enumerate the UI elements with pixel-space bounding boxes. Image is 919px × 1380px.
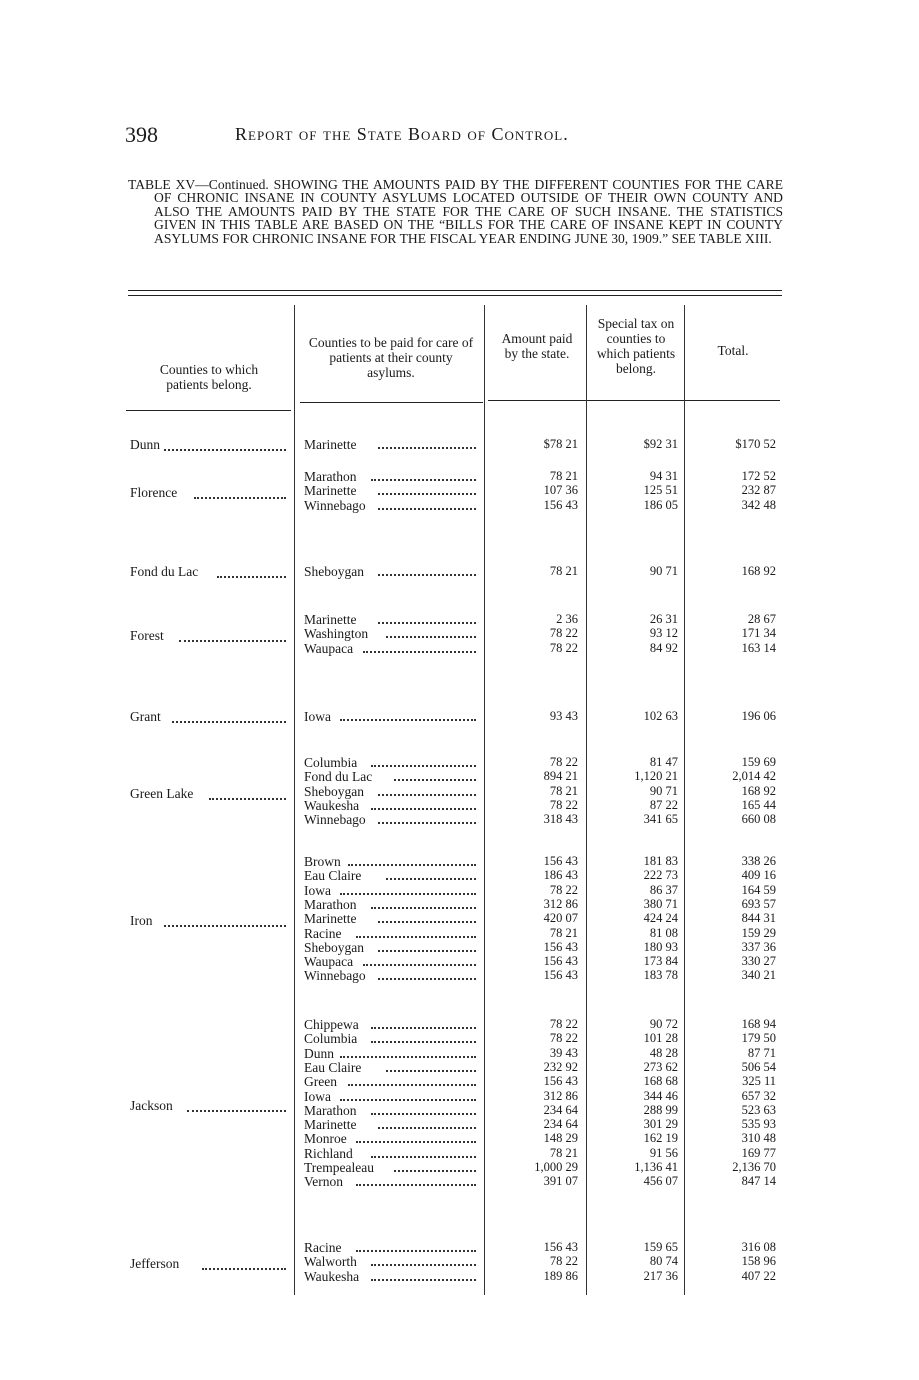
- table-row: [0, 1174, 919, 1188]
- row-total: 844 31: [741, 911, 776, 926]
- asylum-county: Eau Claire: [304, 1059, 362, 1075]
- asylum-leader-dots: [363, 651, 476, 653]
- asylum-leader-dots: [371, 1156, 476, 1158]
- asylum-county: Green: [304, 1074, 337, 1090]
- row-total: 169 77: [741, 1145, 776, 1160]
- row-total: 159 69: [741, 755, 776, 769]
- asylum-county: Chippewa: [304, 1017, 359, 1032]
- state-amount: 1,000 29: [534, 1160, 578, 1174]
- asylum-leader-dots: [371, 1027, 476, 1029]
- state-amount: 312 86: [543, 896, 578, 911]
- county-tax: 81 47: [649, 755, 678, 769]
- county-name: Dunn: [130, 437, 160, 452]
- row-total: 28 67: [747, 612, 776, 626]
- asylum-county: Eau Claire: [304, 868, 362, 884]
- asylum-leader-dots: [386, 636, 476, 638]
- state-amount: 148 29: [543, 1131, 578, 1146]
- table-row: [0, 940, 919, 954]
- county-tax: 301 29: [643, 1117, 678, 1132]
- county-name: Forest: [130, 628, 164, 643]
- state-amount: 186 43: [543, 868, 578, 883]
- table-row: [0, 755, 919, 769]
- asylum-leader-dots: [340, 719, 476, 721]
- table-row: [0, 812, 919, 826]
- row-total: 506 54: [741, 1059, 776, 1074]
- asylum-leader-dots: [340, 1056, 476, 1058]
- county-tax: 159 65: [643, 1240, 678, 1254]
- asylum-leader-dots: [394, 779, 476, 781]
- row-total: 338 26: [741, 854, 776, 868]
- county-tax: 90 72: [649, 1017, 678, 1031]
- table-row: [0, 709, 919, 723]
- county-tax: 1,120 21: [634, 769, 678, 784]
- table-row: [0, 1146, 919, 1160]
- asylum-county: Monroe: [304, 1131, 347, 1147]
- county-tax: 173 84: [643, 954, 678, 969]
- table-row: [0, 1240, 919, 1254]
- state-amount: 232 92: [543, 1059, 578, 1074]
- table-row: [0, 483, 919, 497]
- state-amount: 156 43: [543, 1074, 578, 1089]
- table-row: [0, 1046, 919, 1060]
- row-total: 340 21: [741, 968, 776, 983]
- state-amount: 156 43: [543, 968, 578, 983]
- asylum-leader-dots: [378, 794, 476, 796]
- top-rule-inner: [128, 295, 782, 296]
- county-tax: 183 78: [643, 968, 678, 983]
- asylum-county: Marinette: [304, 612, 357, 627]
- state-amount: 78 22: [549, 1017, 578, 1031]
- county-tax: 288 99: [643, 1102, 678, 1117]
- asylum-county: Vernon: [304, 1174, 343, 1190]
- asylum-county: Richland: [304, 1145, 353, 1161]
- asylum-county: Sheboygan: [304, 564, 364, 579]
- state-amount: 78 21: [549, 469, 578, 483]
- state-amount: 2 36: [556, 612, 578, 626]
- table-row: [0, 868, 919, 882]
- asylum-leader-dots: [378, 508, 476, 510]
- table-row: [0, 1160, 919, 1174]
- asylum-county: Winnebago: [304, 497, 366, 513]
- asylum-leader-dots: [371, 765, 476, 767]
- state-amount: $78 21: [543, 437, 578, 451]
- header-underline-2: [300, 402, 483, 403]
- asylum-leader-dots: [378, 493, 476, 495]
- column-header-county: Counties to which patients belong.: [159, 362, 259, 392]
- county-name: Fond du Lac: [130, 564, 199, 579]
- state-amount: 189 86: [543, 1268, 578, 1283]
- county-tax: 273 62: [643, 1059, 678, 1074]
- caption-text: TABLE XV—Continued. SHOWING THE AMOUNTS PAID BY THE DIFFERENT COUNTIES FOR THE CARE OF CHRONIC INSANE IN COUNTY ASYLUMS LOCATED OUTSIDE OF THEIR OWN COUNTY AND ALSO THE AMOUNTS PAID BY THE STATE FOR THE CARE OF SUCH INSANE. THE STATISTICS GIVEN IN THIS TABLE ARE BASED ON THE “BILLS FOR THE CARE OF INSANE KEPT IN COUNTY ASYLUMS FOR CHRONIC INSANE FOR THE FISCAL YEAR ENDING JUNE 30, 1909.” SEE TABLE XIII.: [128, 177, 783, 246]
- county-tax: 162 19: [643, 1131, 678, 1146]
- state-amount: 156 43: [543, 1240, 578, 1254]
- asylum-county: Waukesha: [304, 1268, 360, 1284]
- county-tax: 86 37: [649, 882, 678, 897]
- asylum-leader-dots: [356, 936, 476, 938]
- asylum-county: Dunn: [304, 1045, 334, 1061]
- column-header-state: Amount paid by the state.: [501, 331, 573, 361]
- asylum-leader-dots: [371, 1113, 476, 1115]
- state-amount: 93 43: [549, 709, 578, 723]
- county-tax: 222 73: [643, 868, 678, 883]
- county-tax: 341 65: [643, 812, 678, 827]
- county-tax: 101 28: [643, 1031, 678, 1046]
- table-row: [0, 1269, 919, 1283]
- county-tax: 344 46: [643, 1088, 678, 1103]
- state-amount: 78 21: [549, 925, 578, 940]
- asylum-county: Trempealeau: [304, 1160, 374, 1175]
- table-row: [0, 911, 919, 925]
- row-total: 163 14: [741, 640, 776, 655]
- county-tax: 380 71: [643, 896, 678, 911]
- county-tax: 217 36: [643, 1268, 678, 1283]
- state-amount: 78 21: [549, 564, 578, 578]
- asylum-leader-dots: [371, 1264, 476, 1266]
- asylum-leader-dots: [348, 864, 476, 866]
- table-row: [0, 1103, 919, 1117]
- state-amount: 318 43: [543, 812, 578, 827]
- row-total: 523 63: [741, 1102, 776, 1117]
- header-underline-3: [488, 400, 780, 401]
- county-tax: 186 05: [643, 497, 678, 512]
- county-tax: $92 31: [643, 437, 678, 451]
- state-amount: 312 86: [543, 1088, 578, 1103]
- table-row: [0, 1089, 919, 1103]
- table-row: [0, 1254, 919, 1268]
- page-number: 398: [125, 122, 158, 147]
- row-total: 657 32: [741, 1088, 776, 1103]
- state-amount: 78 22: [549, 797, 578, 812]
- asylum-county: Iowa: [304, 709, 331, 724]
- asylum-leader-dots: [378, 574, 476, 576]
- state-amount: 78 22: [549, 755, 578, 769]
- asylum-county: Marathon: [304, 896, 357, 912]
- header-underline-1: [126, 410, 291, 411]
- row-total: 2,136 70: [732, 1160, 776, 1174]
- asylum-leader-dots: [386, 1070, 476, 1072]
- asylum-leader-dots: [371, 907, 476, 909]
- asylum-county: Fond du Lac: [304, 769, 373, 785]
- state-amount: 156 43: [543, 954, 578, 969]
- row-total: 407 22: [741, 1268, 776, 1283]
- county-tax: 1,136 41: [634, 1160, 678, 1174]
- asylum-county: Iowa: [304, 882, 331, 898]
- county-tax: 168 68: [643, 1074, 678, 1089]
- table-row: [0, 798, 919, 812]
- row-total: 168 92: [741, 783, 776, 798]
- row-total: 325 11: [742, 1074, 776, 1089]
- county-tax: 26 31: [649, 612, 678, 626]
- row-total: 158 96: [741, 1254, 776, 1269]
- row-total: 159 29: [741, 925, 776, 940]
- row-total: 660 08: [741, 812, 776, 827]
- column-header-tax: Special tax on counties to which patients belong.: [596, 316, 676, 376]
- table-row: [0, 1060, 919, 1074]
- table-row: [0, 1131, 919, 1145]
- state-amount: 156 43: [543, 497, 578, 512]
- asylum-county: Marathon: [304, 469, 357, 484]
- asylum-leader-dots: [371, 479, 476, 481]
- asylum-county: Marinette: [304, 483, 357, 499]
- county-name: Jefferson: [130, 1256, 180, 1271]
- row-total: 535 93: [741, 1117, 776, 1132]
- table-row: [0, 897, 919, 911]
- table-row: [0, 1017, 919, 1031]
- state-amount: 894 21: [543, 769, 578, 784]
- asylum-leader-dots: [371, 808, 476, 810]
- asylum-county: Walworth: [304, 1254, 357, 1270]
- county-tax: 93 12: [649, 626, 678, 641]
- state-amount: 420 07: [543, 911, 578, 926]
- asylum-county: Marinette: [304, 911, 357, 927]
- asylum-leader-dots: [340, 893, 476, 895]
- page-header: [125, 122, 785, 152]
- table-row: [0, 854, 919, 868]
- row-total: 172 52: [741, 469, 776, 483]
- table-caption: [128, 178, 783, 245]
- asylum-leader-dots: [378, 921, 476, 923]
- county-name: Grant: [130, 709, 161, 724]
- asylum-county: Sheboygan: [304, 783, 364, 799]
- table-row: [0, 1074, 919, 1088]
- county-tax: 180 93: [643, 939, 678, 954]
- column-header-asylum: Counties to be paid for care of patients at their county asylums.: [308, 335, 474, 380]
- row-total: 316 08: [741, 1240, 776, 1254]
- asylum-leader-dots: [386, 878, 476, 880]
- row-total: 330 27: [741, 954, 776, 969]
- asylum-leader-dots: [340, 1099, 476, 1101]
- county-tax: 80 74: [649, 1254, 678, 1269]
- county-tax: 81 08: [649, 925, 678, 940]
- county-name: Jackson: [130, 1098, 173, 1113]
- county-tax: 90 71: [649, 783, 678, 798]
- table-row: [0, 769, 919, 783]
- row-total: 168 92: [741, 564, 776, 578]
- table-row: [0, 1117, 919, 1131]
- table-row: [0, 883, 919, 897]
- county-name: Florence: [130, 485, 178, 500]
- table-row: [0, 626, 919, 640]
- row-total: 342 48: [741, 497, 776, 512]
- row-total: 164 59: [741, 882, 776, 897]
- row-total: 232 87: [741, 483, 776, 498]
- row-total: 693 57: [741, 896, 776, 911]
- row-total: 847 14: [741, 1174, 776, 1189]
- asylum-county: Waukesha: [304, 797, 360, 813]
- asylum-county: Brown: [304, 854, 341, 869]
- asylum-county: Marinette: [304, 1117, 357, 1133]
- state-amount: 78 22: [549, 882, 578, 897]
- state-amount: 78 21: [549, 783, 578, 798]
- asylum-leader-dots: [394, 1170, 476, 1172]
- row-total: 196 06: [741, 709, 776, 723]
- asylum-leader-dots: [371, 1041, 476, 1043]
- table-row: [0, 926, 919, 940]
- asylum-county: Racine: [304, 1240, 342, 1255]
- column-header-total: Total.: [717, 343, 749, 358]
- asylum-leader-dots: [378, 950, 476, 952]
- table-row: [0, 564, 919, 578]
- top-rule: [128, 290, 782, 291]
- row-total: 310 48: [741, 1131, 776, 1146]
- row-total: 87 71: [747, 1045, 776, 1060]
- county-tax: 48 28: [649, 1045, 678, 1060]
- asylum-leader-dots: [378, 822, 476, 824]
- county-tax: 424 24: [643, 911, 678, 926]
- asylum-leader-dots: [363, 964, 476, 966]
- table-row: [0, 437, 919, 451]
- table-row: [0, 954, 919, 968]
- asylum-leader-dots: [356, 1184, 476, 1186]
- asylum-leader-dots: [356, 1141, 476, 1143]
- row-total: 409 16: [741, 868, 776, 883]
- asylum-leader-dots: [378, 1127, 476, 1129]
- asylum-county: Columbia: [304, 1031, 358, 1047]
- county-tax: 181 83: [643, 854, 678, 868]
- state-amount: 78 22: [549, 1031, 578, 1046]
- state-amount: 107 36: [543, 483, 578, 498]
- table-row: [0, 469, 919, 483]
- asylum-county: Iowa: [304, 1088, 331, 1104]
- county-tax: 94 31: [649, 469, 678, 483]
- asylum-county: Winnebago: [304, 968, 366, 984]
- running-title: Report of the State Board of Control.: [235, 124, 569, 144]
- asylum-leader-dots: [378, 622, 476, 624]
- table-row: [0, 641, 919, 655]
- state-amount: 234 64: [543, 1102, 578, 1117]
- row-total: 168 94: [741, 1017, 776, 1031]
- row-total: 2,014 42: [732, 769, 776, 784]
- county-tax: 84 92: [649, 640, 678, 655]
- state-amount: 391 07: [543, 1174, 578, 1189]
- table-row: [0, 498, 919, 512]
- state-amount: 234 64: [543, 1117, 578, 1132]
- asylum-county: Racine: [304, 925, 342, 941]
- row-total: 171 34: [741, 626, 776, 641]
- asylum-leader-dots: [378, 447, 476, 449]
- table-row: [0, 784, 919, 798]
- row-total: 165 44: [741, 797, 776, 812]
- state-amount: 78 21: [549, 1145, 578, 1160]
- county-tax: 90 71: [649, 564, 678, 578]
- asylum-county: Marathon: [304, 1102, 357, 1118]
- asylum-leader-dots: [371, 1279, 476, 1281]
- county-tax: 91 56: [649, 1145, 678, 1160]
- state-amount: 156 43: [543, 854, 578, 868]
- asylum-leader-dots: [348, 1084, 476, 1086]
- state-amount: 78 22: [549, 1254, 578, 1269]
- table-row: [0, 968, 919, 982]
- state-amount: 78 22: [549, 626, 578, 641]
- state-amount: 156 43: [543, 939, 578, 954]
- county-tax: 102 63: [643, 709, 678, 723]
- asylum-county: Sheboygan: [304, 939, 364, 955]
- county-tax: 456 07: [643, 1174, 678, 1189]
- county-tax: 125 51: [643, 483, 678, 498]
- row-total: $170 52: [735, 437, 776, 451]
- asylum-leader-dots: [356, 1250, 476, 1252]
- row-total: 179 50: [741, 1031, 776, 1046]
- table-row: [0, 612, 919, 626]
- table-row: [0, 1031, 919, 1045]
- state-amount: 39 43: [549, 1045, 578, 1060]
- county-tax: 87 22: [649, 797, 678, 812]
- asylum-county: Marinette: [304, 437, 357, 452]
- asylum-county: Waupaca: [304, 640, 354, 656]
- row-total: 337 36: [741, 939, 776, 954]
- county-name: Iron: [130, 913, 153, 928]
- asylum-county: Columbia: [304, 755, 358, 770]
- asylum-county: Waupaca: [304, 954, 354, 970]
- asylum-county: Winnebago: [304, 812, 366, 828]
- county-name: Green Lake: [130, 786, 194, 801]
- state-amount: 78 22: [549, 640, 578, 655]
- asylum-leader-dots: [378, 978, 476, 980]
- asylum-county: Washington: [304, 626, 369, 642]
